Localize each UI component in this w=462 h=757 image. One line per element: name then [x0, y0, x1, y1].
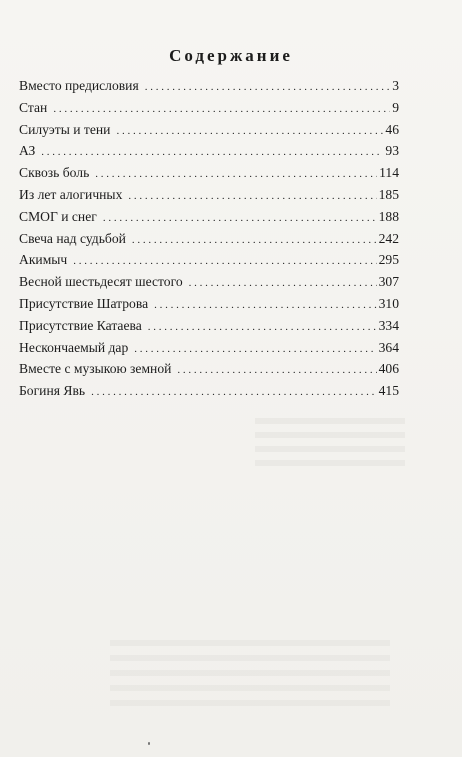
toc-entry: [19, 340, 399, 362]
dot-leader: [154, 299, 376, 311]
bleed-through-shadow: [110, 640, 390, 710]
toc-entry-page: 295: [378, 252, 399, 268]
toc-entry-page: 3: [392, 78, 399, 93]
toc-entry-title: Присутствие Катаева: [19, 317, 142, 333]
dot-leader: [53, 103, 390, 115]
toc-entry: [19, 143, 399, 165]
toc-entry: [19, 361, 399, 383]
toc-entry-page: 114: [379, 165, 399, 181]
dot-leader: [145, 81, 390, 93]
toc-entry: [19, 231, 399, 253]
dot-leader: [116, 125, 383, 137]
dot-leader: [177, 364, 376, 376]
toc-entry-page: 93: [385, 143, 399, 159]
toc-entry: [19, 100, 399, 122]
dot-leader: [189, 277, 377, 289]
toc-entry: [19, 274, 399, 296]
toc-entry: [19, 383, 399, 405]
toc-entry-page: 188: [378, 208, 399, 224]
bleed-through-shadow: [255, 418, 405, 468]
toc-entry-title: Вместо предисловия: [19, 78, 139, 93]
toc-entry-title: Богиня Явь: [19, 383, 86, 399]
dot-leader: [73, 255, 376, 267]
toc-entry-page: 185: [378, 186, 399, 202]
toc-entry-title: Весной шестьдесят шестого: [19, 274, 183, 290]
toc-entry-page: 242: [378, 230, 399, 246]
paper-speck: [148, 742, 150, 745]
dot-leader: [41, 146, 383, 158]
toc-entry: [19, 296, 399, 318]
dot-leader: [134, 343, 376, 355]
toc-entry: [19, 252, 399, 274]
toc-entry: [19, 78, 399, 100]
toc-entry-title: Присутствие Шатрова: [19, 295, 149, 311]
toc-entry-title: Свеча над судьбой: [19, 230, 126, 246]
toc-entry-title: Стан: [19, 99, 48, 115]
dot-leader: [128, 190, 376, 202]
toc-entry-title: Из лет алогичных: [19, 186, 123, 202]
dot-leader: [148, 321, 377, 333]
toc-entry-title: СМОГ и снег: [19, 208, 97, 224]
page-title: Содержание: [169, 46, 293, 65]
table-of-contents: [19, 78, 399, 405]
toc-entry: [19, 318, 399, 340]
toc-entry-title: Сквозь боль: [19, 165, 90, 181]
toc-entry-page: 406: [378, 361, 399, 377]
toc-entry-page: 334: [378, 317, 399, 333]
toc-entry-page: 46: [385, 121, 399, 137]
toc-entry: [19, 165, 399, 187]
toc-entry-title: АЗ: [19, 143, 36, 159]
toc-entry-page: 310: [378, 295, 399, 311]
dot-leader: [95, 168, 377, 180]
toc-entry: [19, 122, 399, 144]
toc-entry-page: 364: [378, 339, 399, 355]
toc-entry-title: Силуэты и тени: [19, 121, 111, 137]
toc-entry-page: 9: [392, 99, 399, 115]
toc-entry: [19, 209, 399, 231]
dot-leader: [103, 212, 377, 224]
dot-leader: [132, 234, 377, 246]
toc-entry-title: Вместе с музыкою земной: [19, 361, 172, 377]
dot-leader: [91, 386, 377, 398]
toc-entry-title: Акимыч: [19, 252, 68, 268]
toc-entry-page: 415: [378, 383, 399, 399]
toc-entry: [19, 187, 399, 209]
toc-entry-title: Нескончаемый дар: [19, 339, 129, 355]
toc-entry-page: 307: [378, 274, 399, 290]
